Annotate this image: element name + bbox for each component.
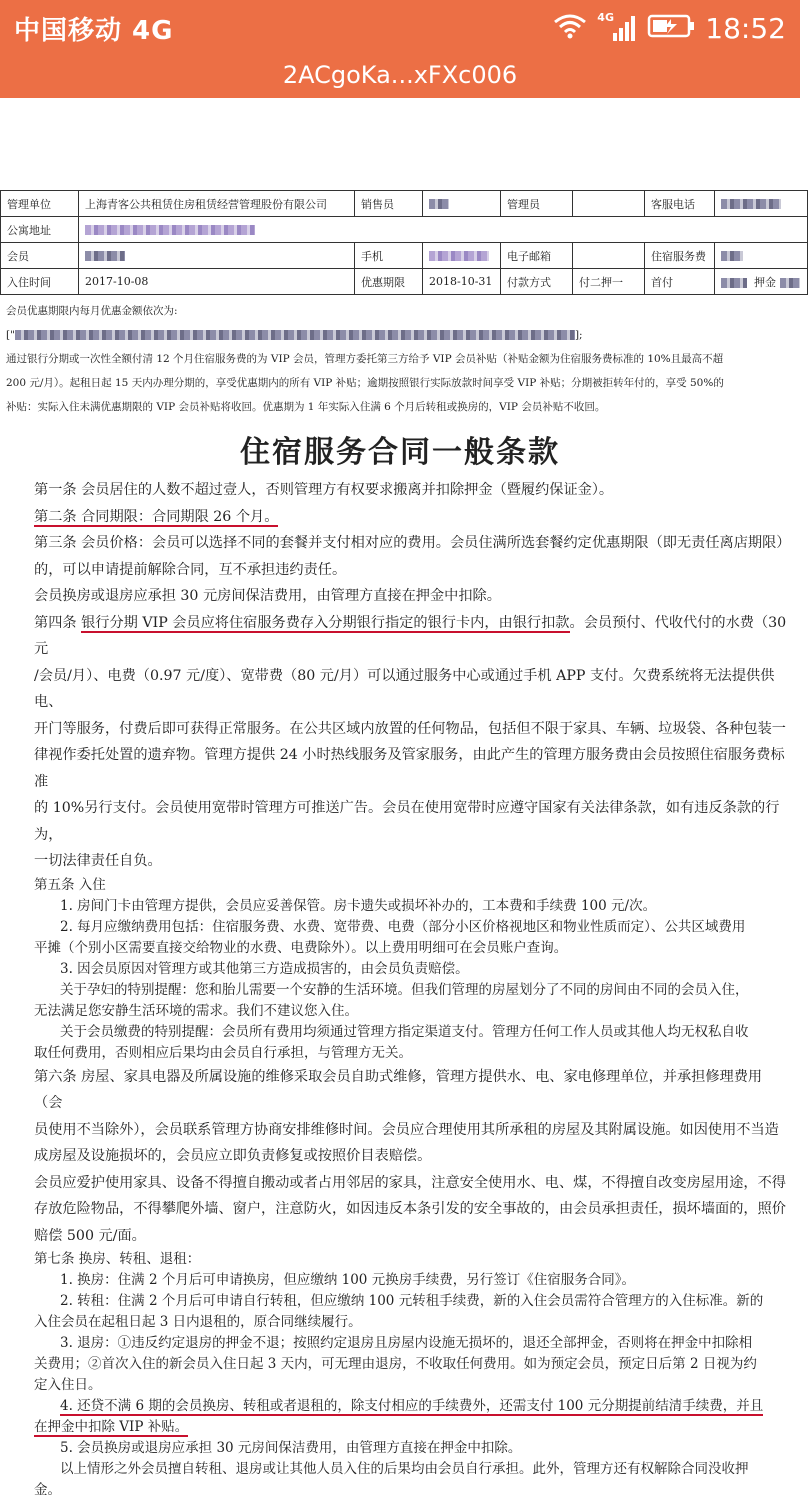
article-7-note: 以上情形之外会员擅自转租、退房或让其他人员入住的后果均由会员自行承担。此外，管理方还有权解除合同没收押 <box>60 1461 749 1477</box>
discount-notes <box>0 295 808 419</box>
article-7-item: 5. 会员换房或退房应承担 30 元房间保洁费用，由管理方直接在押金中扣除。 <box>60 1440 522 1456</box>
first-pay-label: 首付 <box>645 269 715 295</box>
article-7-item: 2. 转租：住满 2 个月后可申请自行转租，但应缴纳 100 元转租手续费，新的入住会员需符合管理方的入住标准。新的 <box>60 1293 764 1309</box>
admin-label: 管理员 <box>501 191 573 217</box>
sales-value <box>423 191 501 217</box>
article-4-cont: 律视作委托处置的遗弃物。管理方提供 24 小时热线服务及管家服务，由此产生的管理方服务费由会员按照住宿服务费标准 <box>34 747 785 790</box>
mobile-label: 手机 <box>355 243 423 269</box>
fee-value <box>715 243 808 269</box>
article-7-underlined-cont: 在押金中扣除 VIP 补贴。 <box>34 1419 189 1435</box>
article-7-item-cont: 定入住日。 <box>34 1377 102 1393</box>
article-6-cont: 会员应爱护使用家具、设备不得擅自搬动或者占用邻居的家具，注意安全使用水、电、煤，不得擅自改变房屋用途，不得 <box>34 1174 786 1191</box>
article-4-underlined: 银行分期 VIP 会员应将住宿服务费存入分期银行指定的银行卡内，由银行扣款 <box>81 614 570 631</box>
first-pay-value <box>715 269 808 295</box>
carrier-label: 中国移动 4G <box>14 15 174 46</box>
article-6: 第六条 房屋、家具电器及所属设施的维修采取会员自助式维修，管理方提供水、电、家电修理单位，并承担修理费用（会 <box>34 1068 763 1111</box>
article-3-cont: 会员换房或退房应承担 30 元房间保洁费用，由管理方直接在押金中扣除。 <box>34 588 501 604</box>
network-badge: 4G <box>597 11 614 24</box>
mobile-value <box>423 243 501 269</box>
discount-value: 2018-10-31 <box>423 269 501 295</box>
article-4-cont: 开门等服务，付费后即可获得正常服务。在公共区域内放置的任何物品，包括但不限于家具、车辆、垃圾袋、各种包装一 <box>34 720 786 737</box>
checkin-value: 2017-10-08 <box>79 269 355 295</box>
article-6-cont: 员使用不当除外），会员联系管理方协商安排维修时间。会员应合理使用其所承租的房屋及其附属设施。如因使用不当造 <box>34 1121 779 1138</box>
member-value <box>79 243 355 269</box>
contract-document[interactable] <box>0 190 800 1501</box>
article-6-cont: 赔偿 500 元/面。 <box>34 1227 146 1244</box>
fee-label: 住宿服务费 <box>645 243 715 269</box>
contract-title: 住宿服务合同一般条款 <box>240 435 560 470</box>
payment-value: 付二押一 <box>573 269 645 295</box>
address-label: 公寓地址 <box>1 217 79 243</box>
article-7-item-cont: 入住会员在起租日起 3 日内退租的，原合同继续履行。 <box>34 1314 362 1330</box>
article-5-note-cont: 无法满足您安静生活环境的需求。我们不建议您入住。 <box>34 1002 358 1019</box>
article-5-item: 1. 房间门卡由管理方提供，会员应妥善保管。房卡遗失或损坏补办的，工本费和手续费 100 元/次。 <box>60 897 657 914</box>
article-7-item-cont <box>34 1417 790 1438</box>
battery-charging-icon <box>647 13 695 43</box>
article-6-cont: 存放危险物品，不得攀爬外墙、窗户，注意防火，如因违反本条引发的安全事故的，由会员承担责任，损坏墙面的，照价 <box>34 1201 786 1217</box>
article-3-cont: 的，可以申请提前解除合同，互不承担违约责任。 <box>34 561 347 578</box>
article-5-note: 关于会员缴费的特别提醒：会员所有费用均须通过管理方指定渠道支付。管理方任何工作人员或其他人均无权私自收 <box>60 1023 749 1040</box>
article-7-note-cont: 金。 <box>34 1482 61 1498</box>
article-7: 第七条 换房、转租、退租： <box>34 1251 201 1267</box>
article-4-cont: 的 10%另行支付。会员使用宽带时管理方可推送广告。会员在使用宽带时应遵守国家有关法律条款，如有违反条款的行为， <box>34 800 780 843</box>
manager-unit-label: 管理单位 <box>1 191 79 217</box>
service-phone-value <box>715 191 808 217</box>
payment-label: 付款方式 <box>501 269 573 295</box>
article-5-item: 2. 每月应缴纳费用包括：住宿服务费、水费、宽带费、电费（部分小区价格视地区和物业性质而定）、公共区域费用 <box>60 918 746 935</box>
article-1: 第一条 会员居住的人数不超过壹人，否则管理方有权要求搬离并扣除押金（暨履约保证金）。 <box>34 482 614 498</box>
document-filename: 2ACgoKa...xFXc006 <box>282 61 518 89</box>
signal-icon <box>597 13 637 43</box>
article-4-cont: /会员/月）、电费（0.97 元/度）、宽带费（80 元/月）可以通过服务中心或通过手机 APP 支付。欠费系统将无法提供供电、 <box>34 667 775 710</box>
notes-line: 200 元/月）。起租日起 15 天内办理分期的，享受优惠期内的所有 VIP 补贴；逾期按照银行实际放款时间享受 VIP 补贴；分期被拒转年付的，享受 50%的 <box>6 377 724 389</box>
manager-unit-value: 上海青客公共租赁住房租赁经营管理股份有限公司 <box>79 191 355 217</box>
status-bar <box>0 0 800 56</box>
article-2-underlined: 第二条 合同期限：合同期限 26 个月。 <box>34 508 279 525</box>
checkin-label: 入住时间 <box>1 269 79 295</box>
article-3: 第三条 会员价格：会员可以选择不同的套餐并支付相对应的费用。会员住满所选套餐约定优惠期限（即无责任离店期限） <box>34 535 791 551</box>
article-4: 第四条 银行分期 VIP 会员应将住宿服务费存入分期银行指定的银行卡内，由银行扣款。会员预付、代收代付的水费（30 元 <box>34 614 787 657</box>
article-4-cont: 一切法律责任自负。 <box>34 853 162 869</box>
article-5-note: 关于孕妇的特别提醒：您和胎儿需要一个安静的生活环境。但我们管理的房屋划分了不同的房间由不同的会员入住， <box>60 981 749 998</box>
article-7-item: 1. 换房：住满 2 个月后可申请换房，但应缴纳 100 元换房手续费，另行签订《住宿服务合同》。 <box>60 1272 635 1288</box>
email-value <box>573 243 645 269</box>
contract-info-table <box>0 190 808 295</box>
document-title-bar <box>0 56 800 98</box>
deposit-label: 押金 <box>754 275 776 289</box>
article-7-item-cont: 关费用；②首次入住的新会员入住日起 3 天内，可无理由退房，不收取任何费用。如为预定会员，预定日后第 2 日视为约 <box>34 1356 757 1372</box>
notes-redacted-amounts: [" ]; <box>6 329 583 341</box>
article-5-item-cont: 平摊（个别小区需要直接交给物业的水费、电费除外）。以上费用明细可在会员账户查询。 <box>34 939 568 956</box>
article-5-note-cont: 取任何费用，否则相应后果均由会员自行承担，与管理方无关。 <box>34 1044 412 1061</box>
notes-line: 通过银行分期或一次性全额付清 12 个月住宿服务费的为 VIP 会员，管理方委托第三方给予 VIP 会员补贴（补贴金额为住宿服务费标准的 10%且最高不超 <box>6 353 724 365</box>
member-label: 会员 <box>1 243 79 269</box>
wifi-icon <box>553 13 587 43</box>
address-value <box>79 217 808 243</box>
discount-label: 优惠期限 <box>355 269 423 295</box>
notes-line: 补贴：实际入住未满优惠期限的 VIP 会员补贴将收回。优惠期为 1 年实际入住满 6 个月后转租或换房的，VIP 会员补贴不收回。 <box>6 401 606 413</box>
article-5-item: 3. 因会员原因对管理方或其他第三方造成损害的，由会员负责赔偿。 <box>60 960 469 977</box>
article-2 <box>34 504 790 531</box>
article-7-item <box>34 1396 790 1417</box>
clock-time: 18:52 <box>705 11 786 45</box>
sales-label: 销售员 <box>355 191 423 217</box>
article-5: 第五条 入住 <box>34 876 106 893</box>
article-7-underlined: 4. 还贷不满 6 期的会员换房、转租或者退租的，除支付相应的手续费外，还需支付 100 元分期提前结清手续费，并且 <box>60 1398 764 1414</box>
email-label: 电子邮箱 <box>501 243 573 269</box>
article-7-item: 3. 退房：①违反约定退房的押金不退；按照约定退房且房屋内设施无损坏的，退还全部押金，否则将在押金中扣除相 <box>60 1335 753 1351</box>
admin-value <box>573 191 645 217</box>
article-6-cont: 成房屋及设施损坏的，会员应立即负责修复或按照价目表赔偿。 <box>34 1148 432 1164</box>
notes-line: 会员优惠期限内每月优惠金额依次为: <box>6 305 178 317</box>
service-phone-label: 客服电话 <box>645 191 715 217</box>
contract-terms <box>0 477 800 1501</box>
